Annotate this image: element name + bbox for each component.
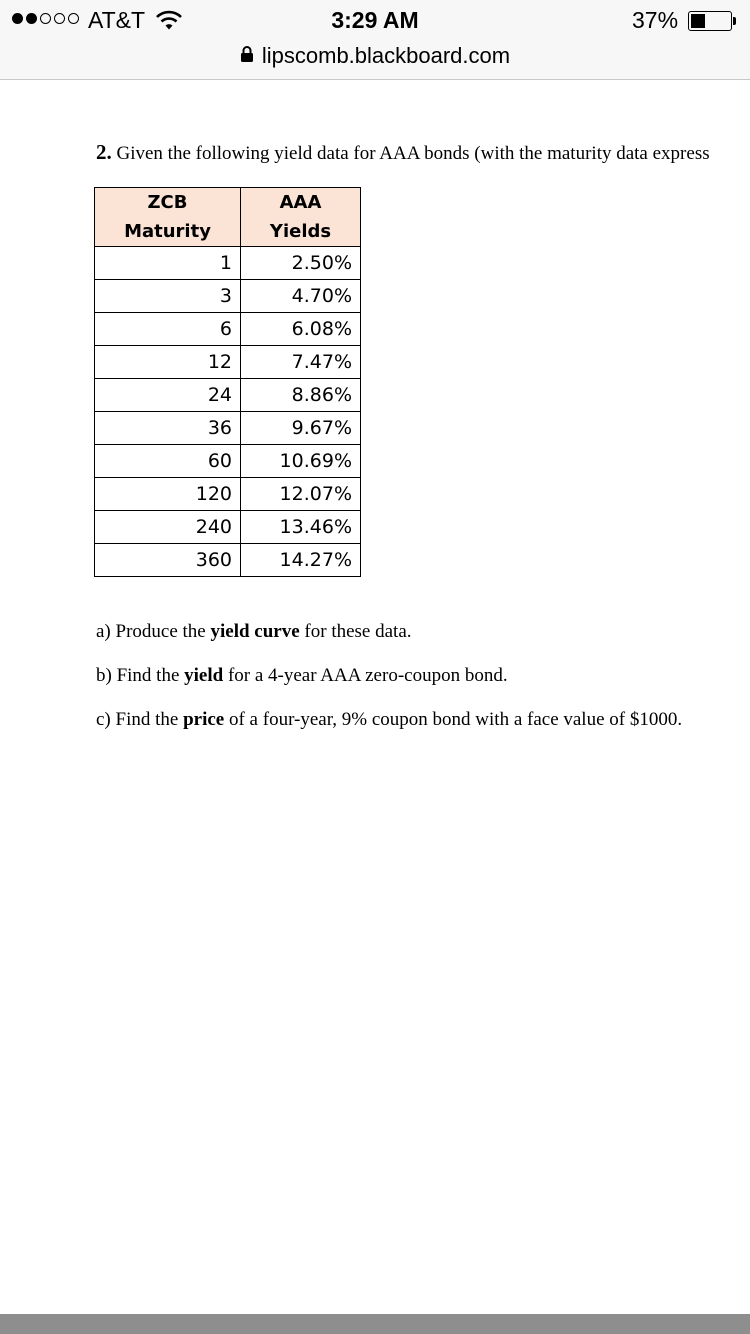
- part-b-bold: yield: [184, 665, 224, 686]
- part-a-suffix: for these data.: [299, 621, 412, 642]
- battery-percent: 37%: [632, 7, 679, 33]
- table-row: [95, 247, 361, 280]
- address-bar[interactable]: [0, 40, 750, 72]
- table-row: [95, 346, 361, 379]
- table-row: [95, 511, 361, 544]
- ios-top-bar: [0, 0, 750, 80]
- yield-cell: 10.69%: [241, 445, 361, 478]
- maturity-header: [95, 188, 241, 247]
- yield-cell: 4.70%: [241, 280, 361, 313]
- yield-header: [241, 188, 361, 247]
- table-row: [95, 280, 361, 313]
- yield-header-line1: AAA: [279, 192, 322, 213]
- yield-cell: 12.07%: [241, 478, 361, 511]
- maturity-cell: 240: [95, 511, 241, 544]
- yield-cell: 2.50%: [241, 247, 361, 280]
- question-text: [96, 140, 750, 165]
- yield-cell: 7.47%: [241, 346, 361, 379]
- yield-header-line2: Yields: [269, 221, 332, 242]
- url-text[interactable]: lipscomb.blackboard.com: [261, 43, 511, 68]
- table-header-row: [95, 188, 361, 247]
- yield-cell: 8.86%: [241, 379, 361, 412]
- part-c-suffix: of a four-year, 9% coupon bond with a face value of $1000.: [224, 709, 683, 730]
- part-c-prefix: c) Find the: [96, 709, 184, 730]
- carrier-name: AT&T: [88, 7, 146, 33]
- maturity-cell: 12: [95, 346, 241, 379]
- lock-icon: [240, 45, 254, 68]
- maturity-cell: 36: [95, 412, 241, 445]
- question-body: Given the following yield data for AAA bonds (with the maturity data express: [111, 143, 710, 164]
- part-b-prefix: b) Find the: [96, 665, 185, 686]
- bottom-toolbar: [0, 1314, 750, 1334]
- maturity-cell: 120: [95, 478, 241, 511]
- maturity-header-line1: ZCB: [147, 192, 188, 213]
- yield-cell: 13.46%: [241, 511, 361, 544]
- battery-nub: [733, 17, 736, 25]
- maturity-cell: 360: [95, 544, 241, 577]
- part-a: [96, 620, 750, 664]
- maturity-cell: 24: [95, 379, 241, 412]
- part-a-bold: yield curve: [210, 621, 300, 642]
- yield-cell: 6.08%: [241, 313, 361, 346]
- table-row: [95, 478, 361, 511]
- part-b-suffix: for a 4-year AAA zero-coupon bond.: [223, 665, 508, 686]
- table-row: [95, 445, 361, 478]
- maturity-header-line2: Maturity: [124, 221, 211, 242]
- maturity-cell: 3: [95, 280, 241, 313]
- maturity-cell: 1: [95, 247, 241, 280]
- part-c-bold: price: [183, 709, 225, 730]
- document-page: [0, 80, 750, 1314]
- maturity-cell: 60: [95, 445, 241, 478]
- yield-cell: 9.67%: [241, 412, 361, 445]
- battery-icon: [688, 11, 732, 31]
- table-row: [95, 313, 361, 346]
- status-bar: [0, 0, 750, 40]
- table-row: [95, 412, 361, 445]
- part-a-prefix: a) Produce the: [96, 621, 211, 642]
- question-number: 2.: [96, 140, 112, 164]
- clock: 3:29 AM: [331, 7, 419, 33]
- table-row: [95, 544, 361, 577]
- yield-cell: 14.27%: [241, 544, 361, 577]
- part-c: [96, 708, 750, 752]
- maturity-cell: 6: [95, 313, 241, 346]
- yield-table: [94, 187, 361, 577]
- question-parts: [96, 620, 750, 752]
- part-b: [96, 664, 750, 708]
- table-row: [95, 379, 361, 412]
